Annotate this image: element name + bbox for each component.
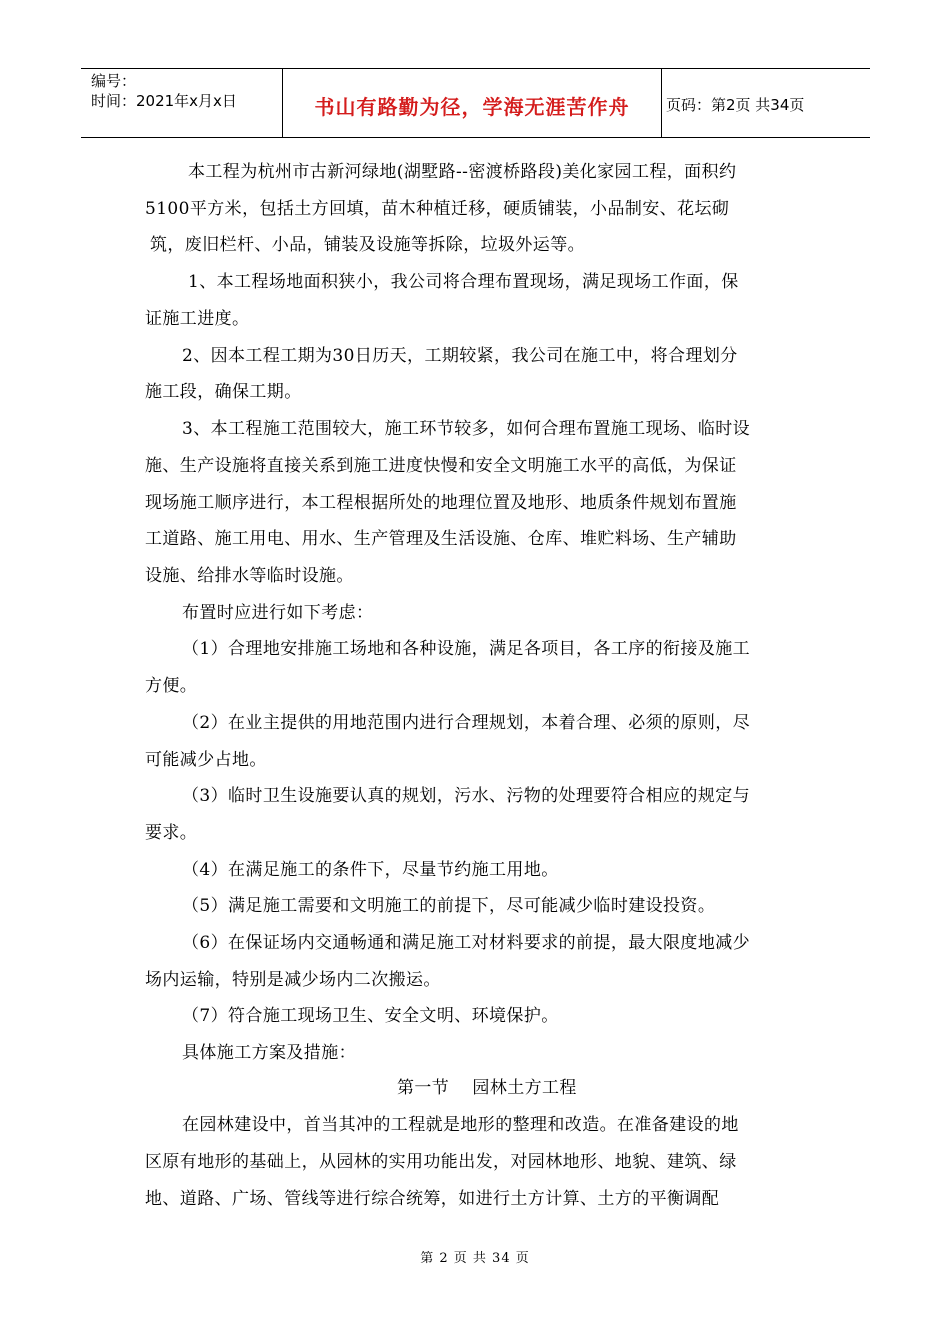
header-page-cell bbox=[662, 69, 870, 137]
page-header bbox=[81, 68, 870, 138]
body-line: 场内运输，特别是减少场内二次搬运。 bbox=[145, 970, 441, 990]
body-line: 施工段，确保工期。 bbox=[145, 382, 302, 402]
body-line: 5100平方米，包括土方回填，苗木种植迁移，硬质铺装，小品制安、花坛砌 bbox=[145, 199, 730, 219]
header-page-info: 页码：第2页 共34页 bbox=[666, 96, 805, 114]
body-line: （7）符合施工现场卫生、安全文明、环境保护。 bbox=[182, 1006, 559, 1026]
body-line: 可能减少占地。 bbox=[145, 750, 267, 770]
body-line: 本工程为杭州市古新河绿地(湖墅路--密渡桥路段)美化家园工程，面积约 bbox=[188, 162, 737, 182]
header-meta-cell bbox=[81, 69, 283, 137]
body-line: （4）在满足施工的条件下，尽量节约施工用地。 bbox=[182, 860, 559, 880]
page-footer: 第 2 页 共 34 页 bbox=[420, 1251, 530, 1266]
body-line: 施、生产设施将直接关系到施工进度快慢和安全文明施工水平的高低，为保证 bbox=[145, 456, 737, 476]
document-number-label: 编号： bbox=[91, 72, 137, 90]
body-line: 3、本工程施工范围较大，施工环节较多，如何合理布置施工现场、临时设 bbox=[182, 419, 751, 439]
body-line: （6）在保证场内交通畅通和满足施工对材料要求的前提，最大限度地减少 bbox=[182, 933, 751, 953]
body-line: 现场施工顺序进行，本工程根据所处的地理位置及地形、地质条件规划布置施 bbox=[145, 493, 737, 513]
body-line: 筑，废旧栏杆、小品，铺装及设施等拆除，垃圾外运等。 bbox=[150, 235, 585, 255]
body-line: 地、道路、广场、管线等进行综合统筹，如进行土方计算、土方的平衡调配 bbox=[145, 1189, 720, 1209]
body-line: 方便。 bbox=[145, 676, 198, 696]
body-line: （1）合理地安排施工场地和各种设施，满足各项目，各工序的衔接及施工 bbox=[182, 639, 751, 659]
body-line: 在园林建设中，首当其冲的工程就是地形的整理和改造。在准备建设的地 bbox=[182, 1115, 739, 1135]
body-line: 布置时应进行如下考虑： bbox=[182, 603, 374, 623]
body-line: 1、本工程场地面积狭小，我公司将合理布置现场，满足现场工作面，保 bbox=[188, 272, 739, 292]
section-heading: 第一节 园林土方工程 bbox=[397, 1078, 577, 1098]
body-line: 区原有地形的基础上，从园林的实用功能出发，对园林地形、地貌、建筑、绿 bbox=[145, 1152, 737, 1172]
body-line: 要求。 bbox=[145, 823, 198, 843]
body-line: 设施、给排水等临时设施。 bbox=[145, 566, 354, 586]
body-line: 具体施工方案及措施： bbox=[182, 1043, 356, 1063]
body-line: 工道路、施工用电、用水、生产管理及生活设施、仓库、堆贮料场、生产辅助 bbox=[145, 529, 737, 549]
document-date: 时间：2021年x月x日 bbox=[91, 92, 237, 110]
body-line: 2、因本工程工期为30日历天，工期较紧，我公司在施工中，将合理划分 bbox=[182, 346, 738, 366]
body-line: （2）在业主提供的用地范围内进行合理规划，本着合理、必须的原则，尽 bbox=[182, 713, 751, 733]
header-motto-cell bbox=[283, 69, 662, 137]
body-line: （3）临时卫生设施要认真的规划，污水、污物的处理要符合相应的规定与 bbox=[182, 786, 751, 806]
header-motto: 书山有路勤为径，学海无涯苦作舟 bbox=[314, 95, 630, 119]
body-line: 证施工进度。 bbox=[145, 309, 250, 329]
body-line: （5）满足施工需要和文明施工的前提下，尽可能减少临时建设投资。 bbox=[182, 896, 716, 916]
